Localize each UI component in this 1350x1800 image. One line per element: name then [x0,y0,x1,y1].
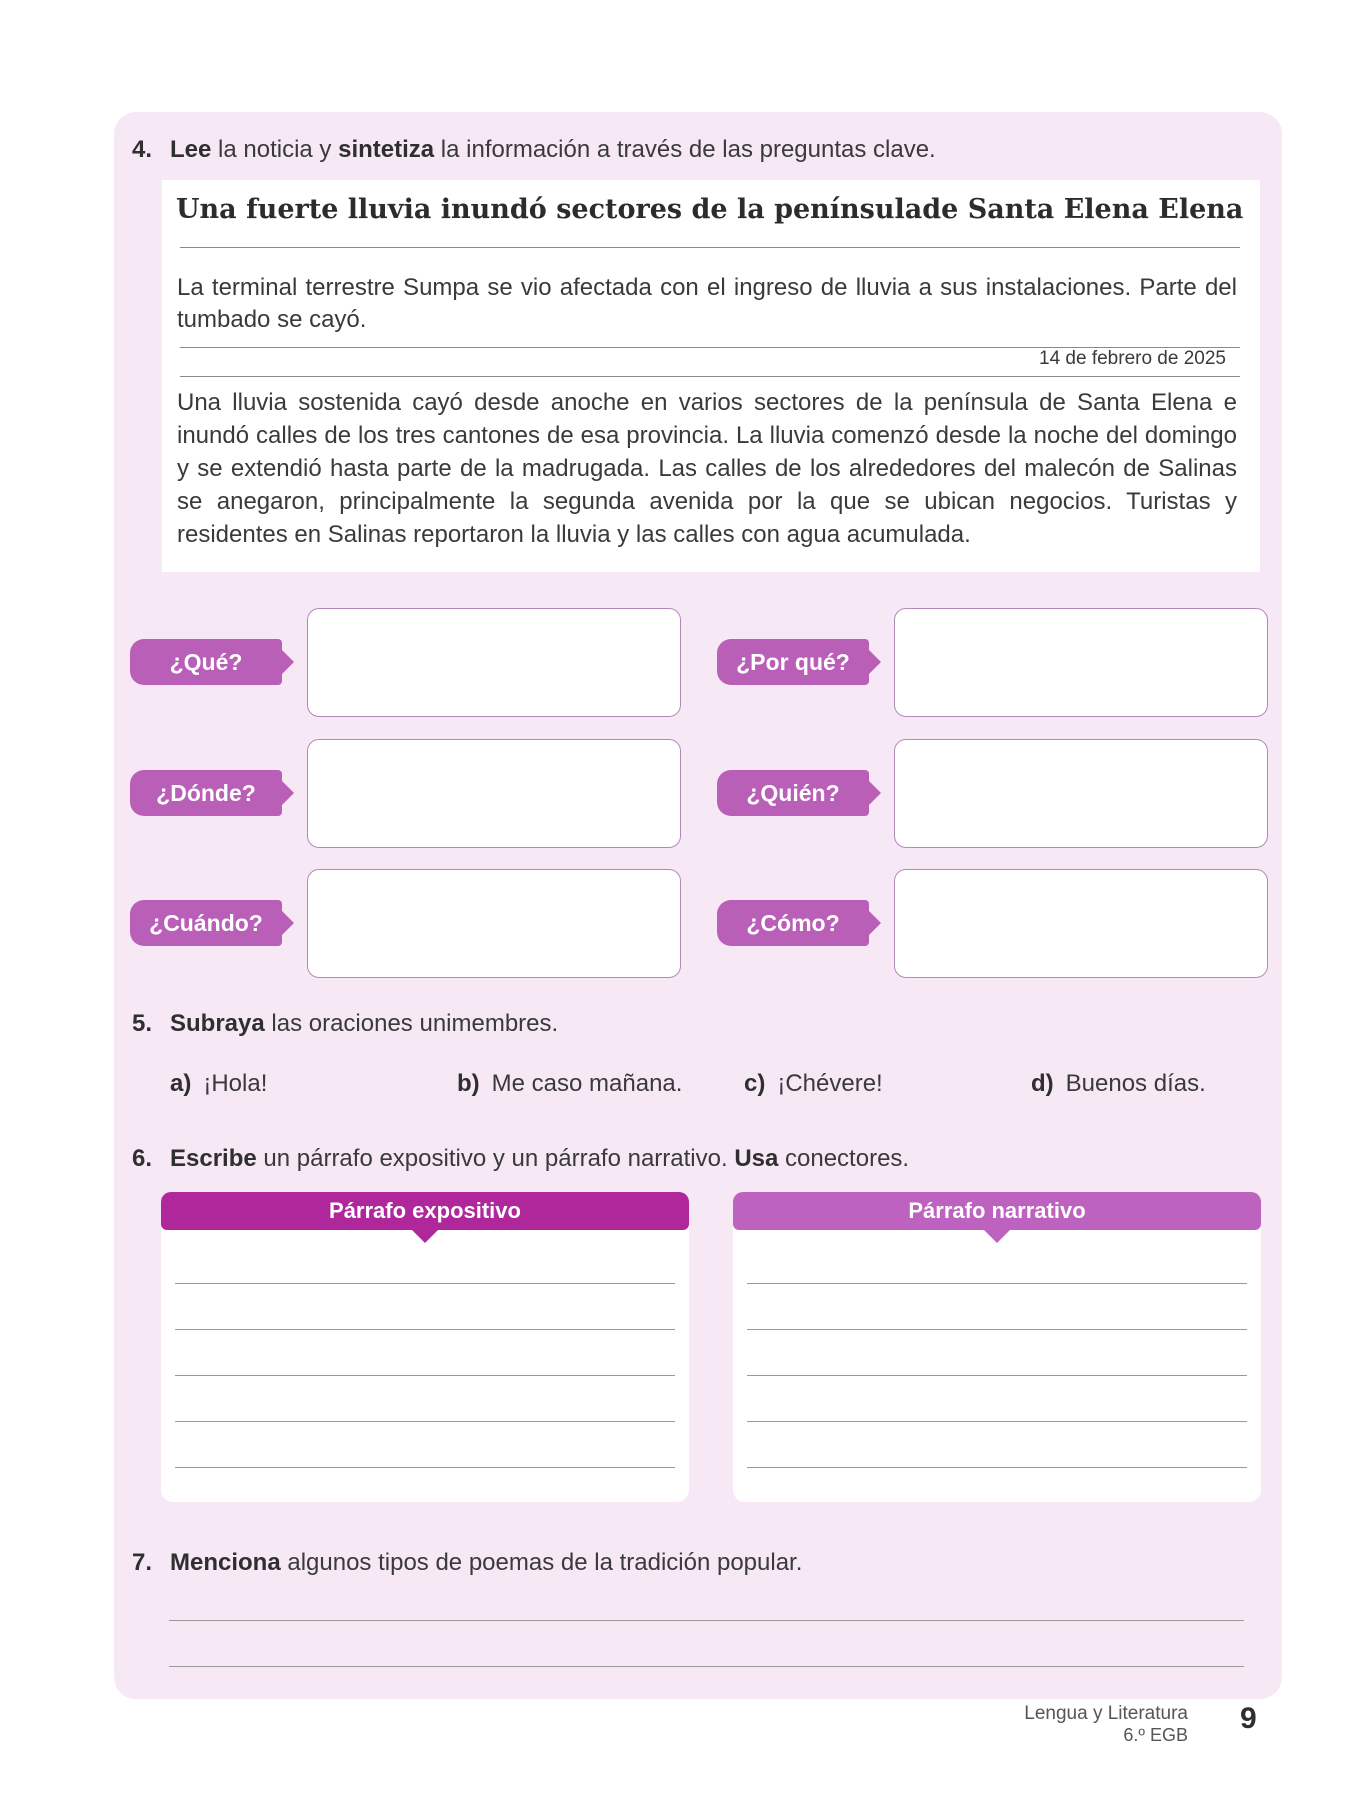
answer-box-como[interactable] [894,869,1268,978]
narrative-paragraph-card [733,1192,1261,1502]
tag-quien: ¿Quién? [717,770,869,816]
answer-line[interactable] [169,1620,1244,1621]
news-lead: La terminal terrestre Sumpa se vio afectada con el ingreso de lluvia a sus instalaciones. Parte del tumbado se cayó. [177,274,1237,333]
answer-box-donde[interactable] [307,739,681,848]
expository-paragraph-card [161,1192,689,1502]
footer-subject: Lengua y Literatura [1024,1703,1188,1724]
writing-line[interactable] [747,1375,1247,1376]
answer-line[interactable] [169,1666,1244,1667]
footer-grade: 6.º EGB [1123,1725,1188,1745]
news-card [162,180,1260,572]
tag-como: ¿Cómo? [717,900,869,946]
writing-line[interactable] [175,1329,675,1330]
divider [180,376,1240,377]
answer-box-quien[interactable] [894,739,1268,848]
question-6: 6. Escribe un párrafo expositivo y un párrafo narrativo. Usa conectores. [132,1145,910,1172]
writing-line[interactable] [747,1283,1247,1284]
answer-box-cuando[interactable] [307,869,681,978]
option-b[interactable]: b) Me caso mañana. [457,1070,683,1097]
writing-line[interactable] [175,1421,675,1422]
tag-donde: ¿Dónde? [130,770,282,816]
question-4: 4. Lee la noticia y sintetiza la información a través de las preguntas clave. [132,136,936,163]
writing-line[interactable] [175,1375,675,1376]
divider [180,247,1240,248]
news-body: Una lluvia sostenida cayó desde anoche en varios sectores de la península de Santa Elena e inundó calles de los tres cantones de esa provincia. La lluvia comenzó desde la noche del domingo y se extendió hasta parte de la madrugada. Las calles de los alrededores del malecón de Salinas se anegaron, principalmente la segunda avenida por la que se ubican negocios. Turistas y residentes en Salinas reportaron la lluvia y las calles con agua acumulada. [177,389,1237,548]
option-d[interactable]: d) Buenos días. [1031,1070,1206,1097]
answer-box-que[interactable] [307,608,681,717]
writing-line[interactable] [747,1467,1247,1468]
tag-por-que: ¿Por qué? [717,639,869,685]
question-5: 5. Subraya las oraciones unimembres. [132,1010,559,1037]
question-7: 7. Menciona algunos tipos de poemas de la tradición popular. [132,1549,803,1576]
expository-paragraph-header: Párrafo expositivo [161,1192,689,1230]
writing-line[interactable] [175,1283,675,1284]
page-number: 9 [1240,1702,1257,1735]
news-date: 14 de febrero de 2025 [1039,348,1226,369]
narrative-paragraph-header: Párrafo narrativo [733,1192,1261,1230]
tag-que: ¿Qué? [130,639,282,685]
news-headline: Una fuerte lluvia inundó sectores de la penínsulade Santa Elena Elena [176,194,1244,225]
option-c[interactable]: c) ¡Chévere! [744,1070,883,1097]
option-a[interactable]: a) ¡Hola! [170,1070,268,1097]
answer-box-por-que[interactable] [894,608,1268,717]
writing-line[interactable] [175,1467,675,1468]
writing-line[interactable] [747,1421,1247,1422]
writing-line[interactable] [747,1329,1247,1330]
tag-cuando: ¿Cuándo? [130,900,282,946]
